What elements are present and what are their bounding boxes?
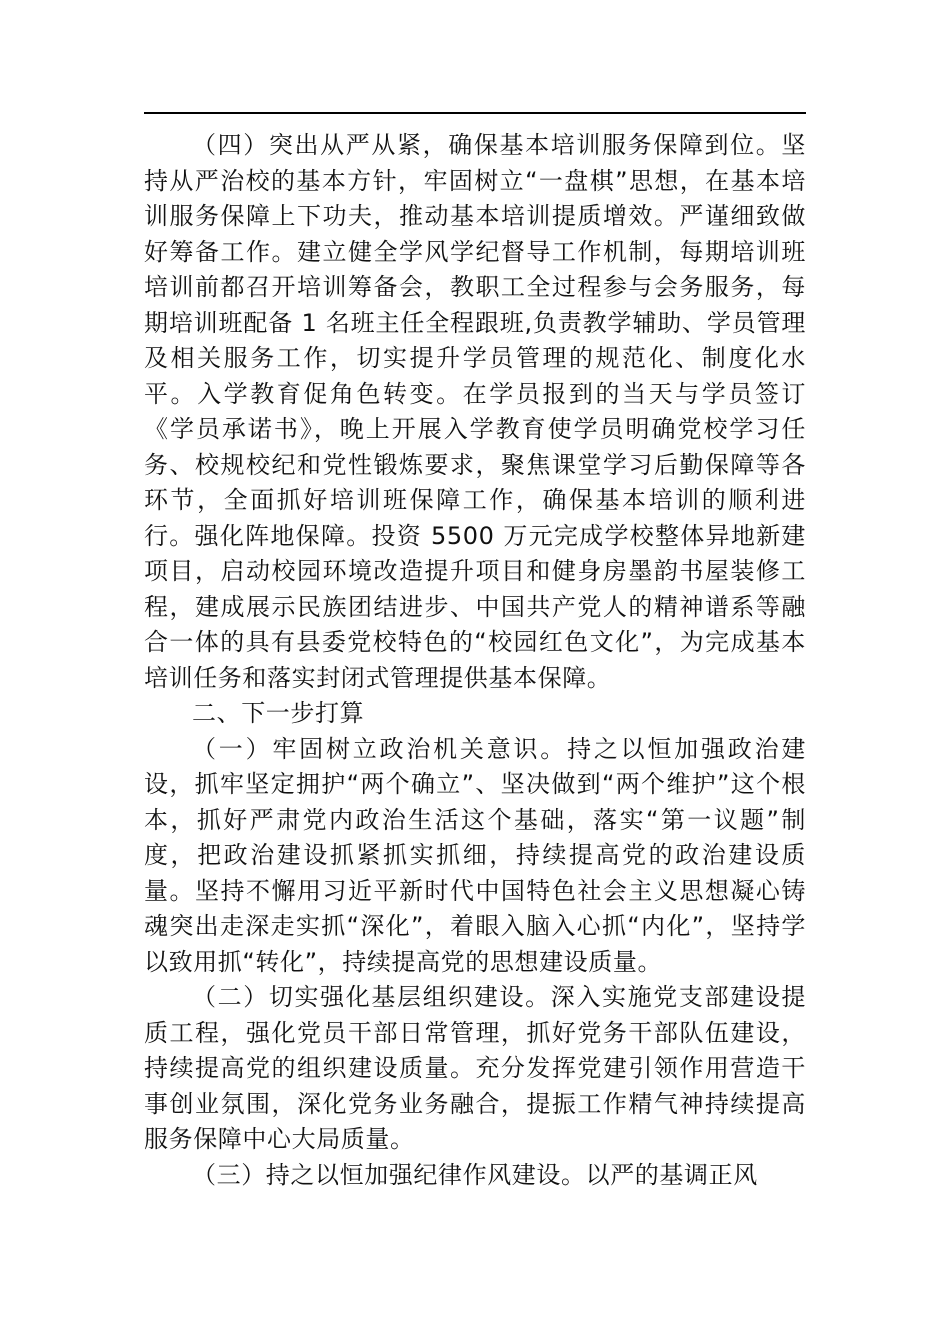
paragraph-discipline-style: （三）持之以恒加强纪律作风建设。以严的基调正风: [192, 1160, 758, 1189]
paragraph-training-assurance: （四）突出从严从紧，确保基本培训服务保障到位。坚持从严治校的基本方针，牢固树立“一盘棋”思想，在基本培训服务保障上下功夫，推动基本培训提质增效。严谨细致做好筹备工作。建立健全学风学纪督导工作机制，每期培训班培训前都召开培训筹备会，教职工全过程参与会务服务，每期培训班配备 1 名班主任全程跟班,负责教学辅助、学员管理及相关服务工作，切实提升学员管理的规范化、制度化水平。入学教育促角色转变。在学员报到的当天与学员签订《学员承诺书》，晚上开展入学教育使学员明确党校学习任务、校规校纪和党性锻炼要求，聚焦课堂学习后勤保障等各环节，全面抓好培训班保障工作，确保基本培训的顺利进行。强化阵地保障。投资 5500 万元完成学校整体异地新建项目，启动校园环境改造提升项目和健身房墨韵书屋装修工程，建成展示民族团结进步、中国共产党人的精神谱系等融合一体的具有县委党校特色的“校园红色文化”，为完成基本培训任务和落实封闭式管理提供基本保障。: [144, 131, 806, 692]
document-body: [144, 128, 806, 1193]
paragraph-organization-building: （二）切实强化基层组织建设。深入实施党支部建设提质工程，强化党员干部日常管理，抓好党务干部队伍建设，持续提高党的组织建设质量。充分发挥党建引领作用营造干事创业氛围，深化党务业务融合，提振工作精气神持续提高服务保障中心大局质量。: [144, 983, 806, 1153]
section-heading-next-steps: 二、下一步打算: [192, 699, 365, 727]
paragraph-political-awareness: （一）牢固树立政治机关意识。持之以恒加强政治建设，抓牢坚定拥护“两个确立”、坚决做到“两个维护”这个根本，抓好严肃党内政治生活这个基础，落实“第一议题”制度，把政治建设抓紧抓实抓细，持续提高党的政治建设质量。坚持不懈用习近平新时代中国特色社会主义思想凝心铸魂突出走深走实抓“深化”，着眼入脑入心抓“内化”，坚持学以致用抓“转化”，持续提高党的思想建设质量。: [144, 734, 806, 976]
header-rule: [144, 112, 806, 114]
